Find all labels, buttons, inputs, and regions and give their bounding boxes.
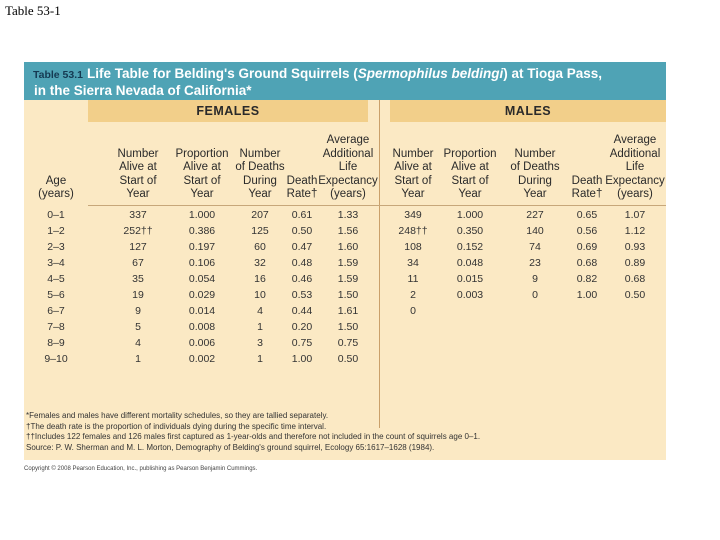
age-cell: 4–5: [47, 273, 65, 285]
table-cell: 11: [407, 273, 419, 285]
column-header-line: Year: [458, 188, 482, 201]
age-cell: 8–9: [47, 337, 65, 349]
table-cell: 0.68: [576, 257, 598, 269]
table-cell: 0.350: [456, 225, 484, 237]
table-row: [24, 272, 666, 288]
table-cell: 1.00: [291, 353, 313, 365]
table-cell: 127: [129, 241, 147, 253]
column-header-line: Additional: [322, 147, 374, 160]
column-header-line: Start of: [394, 174, 432, 187]
title-text-end: ) at Tioga Pass,: [503, 66, 603, 81]
column-header-line: Average: [326, 134, 370, 146]
column-header-line: (years): [38, 188, 74, 201]
table-row: [24, 224, 666, 240]
species-name: Spermophilus beldingi: [357, 66, 504, 81]
table-cell: 0: [410, 305, 416, 317]
table-number: Table 53.1: [33, 69, 83, 81]
table-cell: 0.048: [456, 257, 484, 269]
table-cell: 23: [529, 257, 541, 269]
column-header: [108, 148, 168, 202]
table-row: [24, 240, 666, 256]
header-rule: [88, 205, 666, 206]
footnote-line: Source: P. W. Sherman and M. L. Morton, Demography of Belding's ground squirrel, Ecology 65:1617–1628 (1984).: [26, 442, 435, 452]
table-row: [24, 320, 666, 336]
column-header-line: Year: [248, 188, 272, 201]
column-header-line: Alive at: [394, 161, 432, 174]
table-cell: 32: [254, 257, 266, 269]
column-header-line: During: [518, 174, 552, 187]
table-cell: 0.46: [291, 273, 313, 285]
table-cell: 0.152: [456, 241, 484, 253]
table-cell: 0.56: [576, 225, 598, 237]
table-cell: 1: [257, 353, 263, 365]
table-cell: 1.12: [624, 225, 646, 237]
table-cell: 0.75: [337, 337, 359, 349]
column-header: [604, 134, 666, 202]
table-cell: 16: [254, 273, 266, 285]
table-cell: 0.82: [576, 273, 598, 285]
table-cell: 0.50: [624, 289, 646, 301]
column-header-line: Start of: [119, 174, 157, 187]
column-header: [282, 175, 322, 202]
life-table-panel: [24, 62, 666, 460]
table-body: [24, 208, 666, 368]
column-header-line: (years): [617, 188, 653, 201]
copyright-notice: Copyright © 2008 Pearson Education, Inc., publishing as Pearson Benjamin Cummings.: [24, 466, 258, 472]
males-group-header: MALES: [390, 100, 666, 122]
column-header-line: Start of: [451, 174, 489, 187]
column-header: [507, 148, 563, 202]
table-cell: 140: [526, 225, 544, 237]
table-cell: 1.59: [337, 257, 359, 269]
table-cell: 0.53: [291, 289, 313, 301]
table-cell: 227: [526, 209, 544, 221]
column-header-line: Number: [392, 147, 434, 160]
column-header-line: Number: [514, 147, 556, 160]
column-header-line: Life: [338, 161, 358, 174]
table-title-line2: in the Sierra Nevada of California*: [34, 83, 252, 98]
table-cell: 108: [404, 241, 422, 253]
table-cell: 3: [257, 337, 263, 349]
table-cell: 1.000: [188, 209, 216, 221]
age-cell: 5–6: [47, 289, 65, 301]
table-cell: 0.89: [624, 257, 646, 269]
table-cell: 19: [132, 289, 144, 301]
column-header-line: Expectancy: [605, 174, 665, 187]
column-header: [566, 175, 608, 202]
females-group-header: FEMALES: [88, 100, 368, 122]
footnote-line: †The death rate is the proportion of individuals dying during the specific time interval.: [26, 421, 327, 431]
column-header-line: During: [243, 174, 277, 187]
table-cell: 1.07: [624, 209, 646, 221]
column-header-line: Year: [190, 188, 214, 201]
age-cell: 9–10: [44, 353, 68, 365]
age-cell: 6–7: [47, 305, 65, 317]
column-header-line: Alive at: [183, 161, 221, 174]
column-header-line: Number: [239, 147, 281, 160]
column-header-line: Rate†: [286, 188, 318, 201]
table-cell: 0.69: [576, 241, 598, 253]
column-header-line: Additional: [609, 147, 661, 160]
table-cell: 248††: [398, 225, 428, 237]
column-header-line: Year: [401, 188, 425, 201]
table-cell: 0.93: [624, 241, 646, 253]
table-cell: 5: [135, 321, 141, 333]
table-row: [24, 256, 666, 272]
table-cell: 1.61: [337, 305, 359, 317]
table-cell: 0.65: [576, 209, 598, 221]
column-header-line: Start of: [183, 174, 221, 187]
table-cell: 0.054: [188, 273, 216, 285]
table-row: [24, 288, 666, 304]
column-header-line: Number: [117, 147, 159, 160]
column-header-line: of Deaths: [510, 161, 560, 174]
column-header-line: Year: [523, 188, 547, 201]
table-cell: 252††: [123, 225, 153, 237]
table-cell: 9: [135, 305, 141, 317]
table-cell: 1.59: [337, 273, 359, 285]
column-header-line: Expectancy: [318, 174, 378, 187]
table-cell: 0.75: [291, 337, 313, 349]
column-header-line: (years): [330, 188, 366, 201]
age-cell: 0–1: [47, 209, 65, 221]
table-cell: 0.44: [291, 305, 313, 317]
table-cell: 1.56: [337, 225, 359, 237]
table-row: [24, 208, 666, 224]
footnotes: [26, 411, 480, 453]
table-row: [24, 336, 666, 352]
table-cell: 74: [529, 241, 541, 253]
table-cell: 0.47: [291, 241, 313, 253]
table-cell: 67: [132, 257, 144, 269]
table-cell: 0.029: [188, 289, 216, 301]
table-cell: 1.000: [456, 209, 484, 221]
table-cell: 0.014: [188, 305, 216, 317]
table-cell: 9: [532, 273, 538, 285]
column-header: [387, 148, 439, 202]
column-header-line: Year: [126, 188, 150, 201]
column-header-line: Average: [613, 134, 657, 146]
table-cell: 0.003: [456, 289, 484, 301]
table-cell: 0.61: [291, 209, 313, 221]
table-cell: 1.50: [337, 321, 359, 333]
table-cell: 34: [407, 257, 419, 269]
table-cell: 0: [532, 289, 538, 301]
table-cell: 337: [129, 209, 147, 221]
age-cell: 1–2: [47, 225, 65, 237]
table-cell: 60: [254, 241, 266, 253]
table-cell: 0.68: [624, 273, 646, 285]
slide-title: Table 53-1: [5, 3, 61, 18]
column-header-line: Death: [286, 174, 318, 187]
column-header: [317, 134, 379, 202]
table-header-bar: [24, 62, 666, 100]
column-header-line: Proportion: [443, 147, 497, 160]
table-cell: 1.00: [576, 289, 598, 301]
column-header-line: Life: [625, 161, 645, 174]
table-cell: 4: [257, 305, 263, 317]
footnote-line: ††Includes 122 females and 126 males first captured as 1-year-olds and therefore not included in the count of squirrels age 0–1.: [26, 432, 481, 441]
column-header-line: Alive at: [451, 161, 489, 174]
table-cell: 0.006: [188, 337, 216, 349]
column-header-line: Death: [571, 174, 603, 187]
column-header: [439, 148, 501, 202]
column-header-line: Alive at: [119, 161, 157, 174]
table-cell: 0.50: [337, 353, 359, 365]
column-header-line: Rate†: [571, 188, 603, 201]
column-header-line: of Deaths: [235, 161, 285, 174]
table-title-line1: [87, 66, 602, 81]
table-cell: 0.48: [291, 257, 313, 269]
table-cell: 0.002: [188, 353, 216, 365]
table-cell: 125: [251, 225, 269, 237]
age-cell: 3–4: [47, 257, 65, 269]
table-cell: 207: [251, 209, 269, 221]
column-header: [232, 148, 288, 202]
footnote-line: *Females and males have different mortality schedules, so they are tallied separately.: [26, 411, 329, 420]
table-cell: 0.50: [291, 225, 313, 237]
age-cell: 2–3: [47, 241, 65, 253]
table-cell: 1.50: [337, 289, 359, 301]
table-cell: 0.197: [188, 241, 216, 253]
table-row: [24, 304, 666, 320]
table-cell: 349: [404, 209, 422, 221]
table-cell: 4: [135, 337, 141, 349]
title-text: Life Table for Belding's Ground Squirrels (: [87, 66, 358, 81]
table-cell: 2: [410, 289, 416, 301]
table-cell: 0.008: [188, 321, 216, 333]
table-cell: 1.60: [337, 241, 359, 253]
table-cell: 0.015: [456, 273, 484, 285]
table-cell: 1: [257, 321, 263, 333]
column-header-line: Age: [45, 174, 67, 187]
table-cell: 0.386: [188, 225, 216, 237]
table-row: [24, 352, 666, 368]
column-header-line: Proportion: [175, 147, 229, 160]
table-cell: 0.20: [291, 321, 313, 333]
column-header: [170, 148, 234, 202]
table-cell: 10: [254, 289, 266, 301]
table-cell: 1.33: [337, 209, 359, 221]
age-cell: 7–8: [47, 321, 65, 333]
column-header: [29, 175, 83, 202]
table-cell: 0.106: [188, 257, 216, 269]
table-cell: 35: [132, 273, 144, 285]
table-cell: 1: [135, 353, 141, 365]
